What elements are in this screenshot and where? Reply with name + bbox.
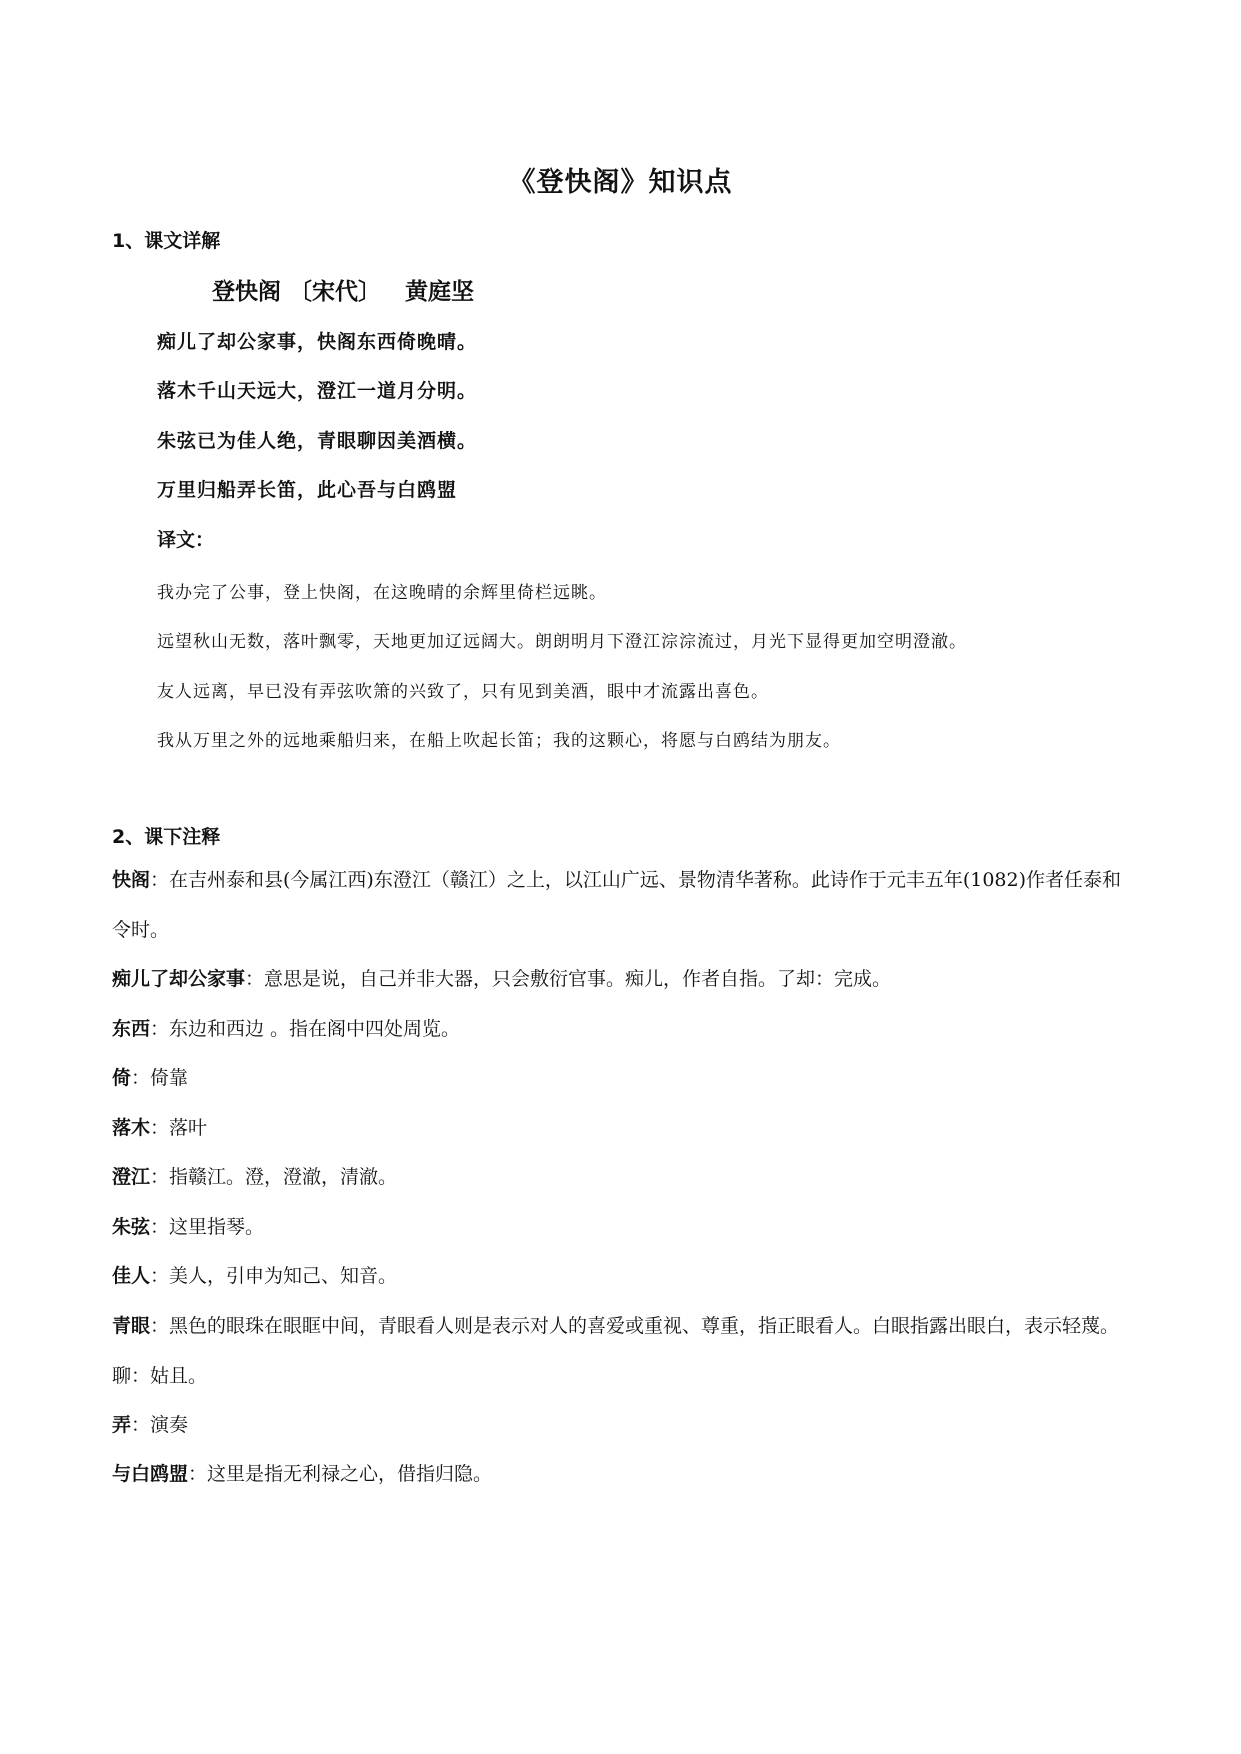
translation-line: 友人远离，早已没有弄弦吹箫的兴致了，只有见到美酒，眼中才流露出喜色。 <box>157 682 769 702</box>
poem-title: 登快阁 <box>212 279 281 305</box>
annotation-item <box>112 1202 1132 1252</box>
annotation-text: ：这里指琴。 <box>150 1216 265 1238</box>
section-heading-1: 1、课文详解 <box>112 230 221 252</box>
annotation-item <box>112 1449 1132 1499</box>
annotation-item <box>112 954 1132 1004</box>
annotation-term: 东西 <box>112 1018 151 1040</box>
annotation-text: ：演奏 <box>131 1414 189 1436</box>
section-heading-2: 2、课下注释 <box>112 826 221 848</box>
translation-line: 我从万里之外的远地乘船归来，在船上吹起长笛；我的这颗心，将愿与白鸥结为朋友。 <box>157 731 841 751</box>
poem-header <box>212 273 474 306</box>
poem-line: 朱弦已为佳人绝，青眼聊因美酒横。 <box>157 430 478 452</box>
annotation-item <box>112 1152 1132 1202</box>
poem-author: 黄庭坚 <box>405 279 475 305</box>
poem-line: 痴儿了却公家事，快阁东西倚晚晴。 <box>157 331 478 353</box>
annotation-item <box>112 1251 1132 1301</box>
annotation-item <box>112 1301 1132 1401</box>
annotation-term: 青眼 <box>112 1315 151 1337</box>
poem-line: 万里归船弄长笛，此心吾与白鸥盟 <box>157 479 458 501</box>
annotation-item <box>112 855 1132 955</box>
translation-label: 译文： <box>157 529 215 551</box>
annotation-term: 倚 <box>112 1067 132 1089</box>
annotation-term: 弄 <box>112 1414 132 1436</box>
annotation-term: 痴儿了却公家事 <box>112 968 246 990</box>
annotation-text: ：黑色的眼珠在眼眶中间，青眼看人则是表示对人的喜爱或重视、尊重，指正眼看人。白眼指露出眼白，表示轻蔑。聊：姑且。 <box>112 1315 1120 1387</box>
annotation-term: 快阁 <box>112 869 151 891</box>
annotation-text: ：指赣江。澄，澄澈，清澈。 <box>150 1166 398 1188</box>
page-title: 《登快阁》知识点 <box>508 167 733 198</box>
annotation-term: 朱弦 <box>112 1216 151 1238</box>
poem-line: 落木千山天远大，澄江一道月分明。 <box>157 380 478 402</box>
translation-line: 我办完了公事，登上快阁，在这晚晴的余辉里倚栏远眺。 <box>157 583 607 603</box>
annotation-text: ：意思是说，自己并非大器，只会敷衍官事。痴儿，作者自指。了却：完成。 <box>245 968 892 990</box>
annotation-item <box>112 1004 1132 1054</box>
poem-dynasty: 〔宋代〕 <box>289 279 382 305</box>
annotation-text: ：东边和西边 。指在阁中四处周览。 <box>150 1018 461 1040</box>
annotation-item <box>112 1103 1132 1153</box>
annotation-term: 落木 <box>112 1117 151 1139</box>
annotation-term: 佳人 <box>112 1265 151 1287</box>
annotation-item <box>112 1400 1132 1450</box>
annotation-term: 与白鸥盟 <box>112 1463 189 1485</box>
annotation-text: ：美人，引申为知己、知音。 <box>150 1265 398 1287</box>
annotation-text: ：这里是指无利禄之心，借指归隐。 <box>188 1463 493 1485</box>
translation-line: 远望秋山无数，落叶飘零，天地更加辽远阔大。朗朗明月下澄江淙淙流过，月光下显得更加空明澄澈。 <box>157 632 967 652</box>
annotation-item <box>112 1053 1132 1103</box>
annotation-term: 澄江 <box>112 1166 151 1188</box>
annotation-text: ：在吉州泰和县(今属江西)东澄江（赣江）之上，以江山广远、景物清华著称。此诗作于元丰五年(1082)作者任泰和令时。 <box>112 869 1122 941</box>
annotation-text: ：倚靠 <box>131 1067 189 1089</box>
annotation-text: ：落叶 <box>150 1117 208 1139</box>
